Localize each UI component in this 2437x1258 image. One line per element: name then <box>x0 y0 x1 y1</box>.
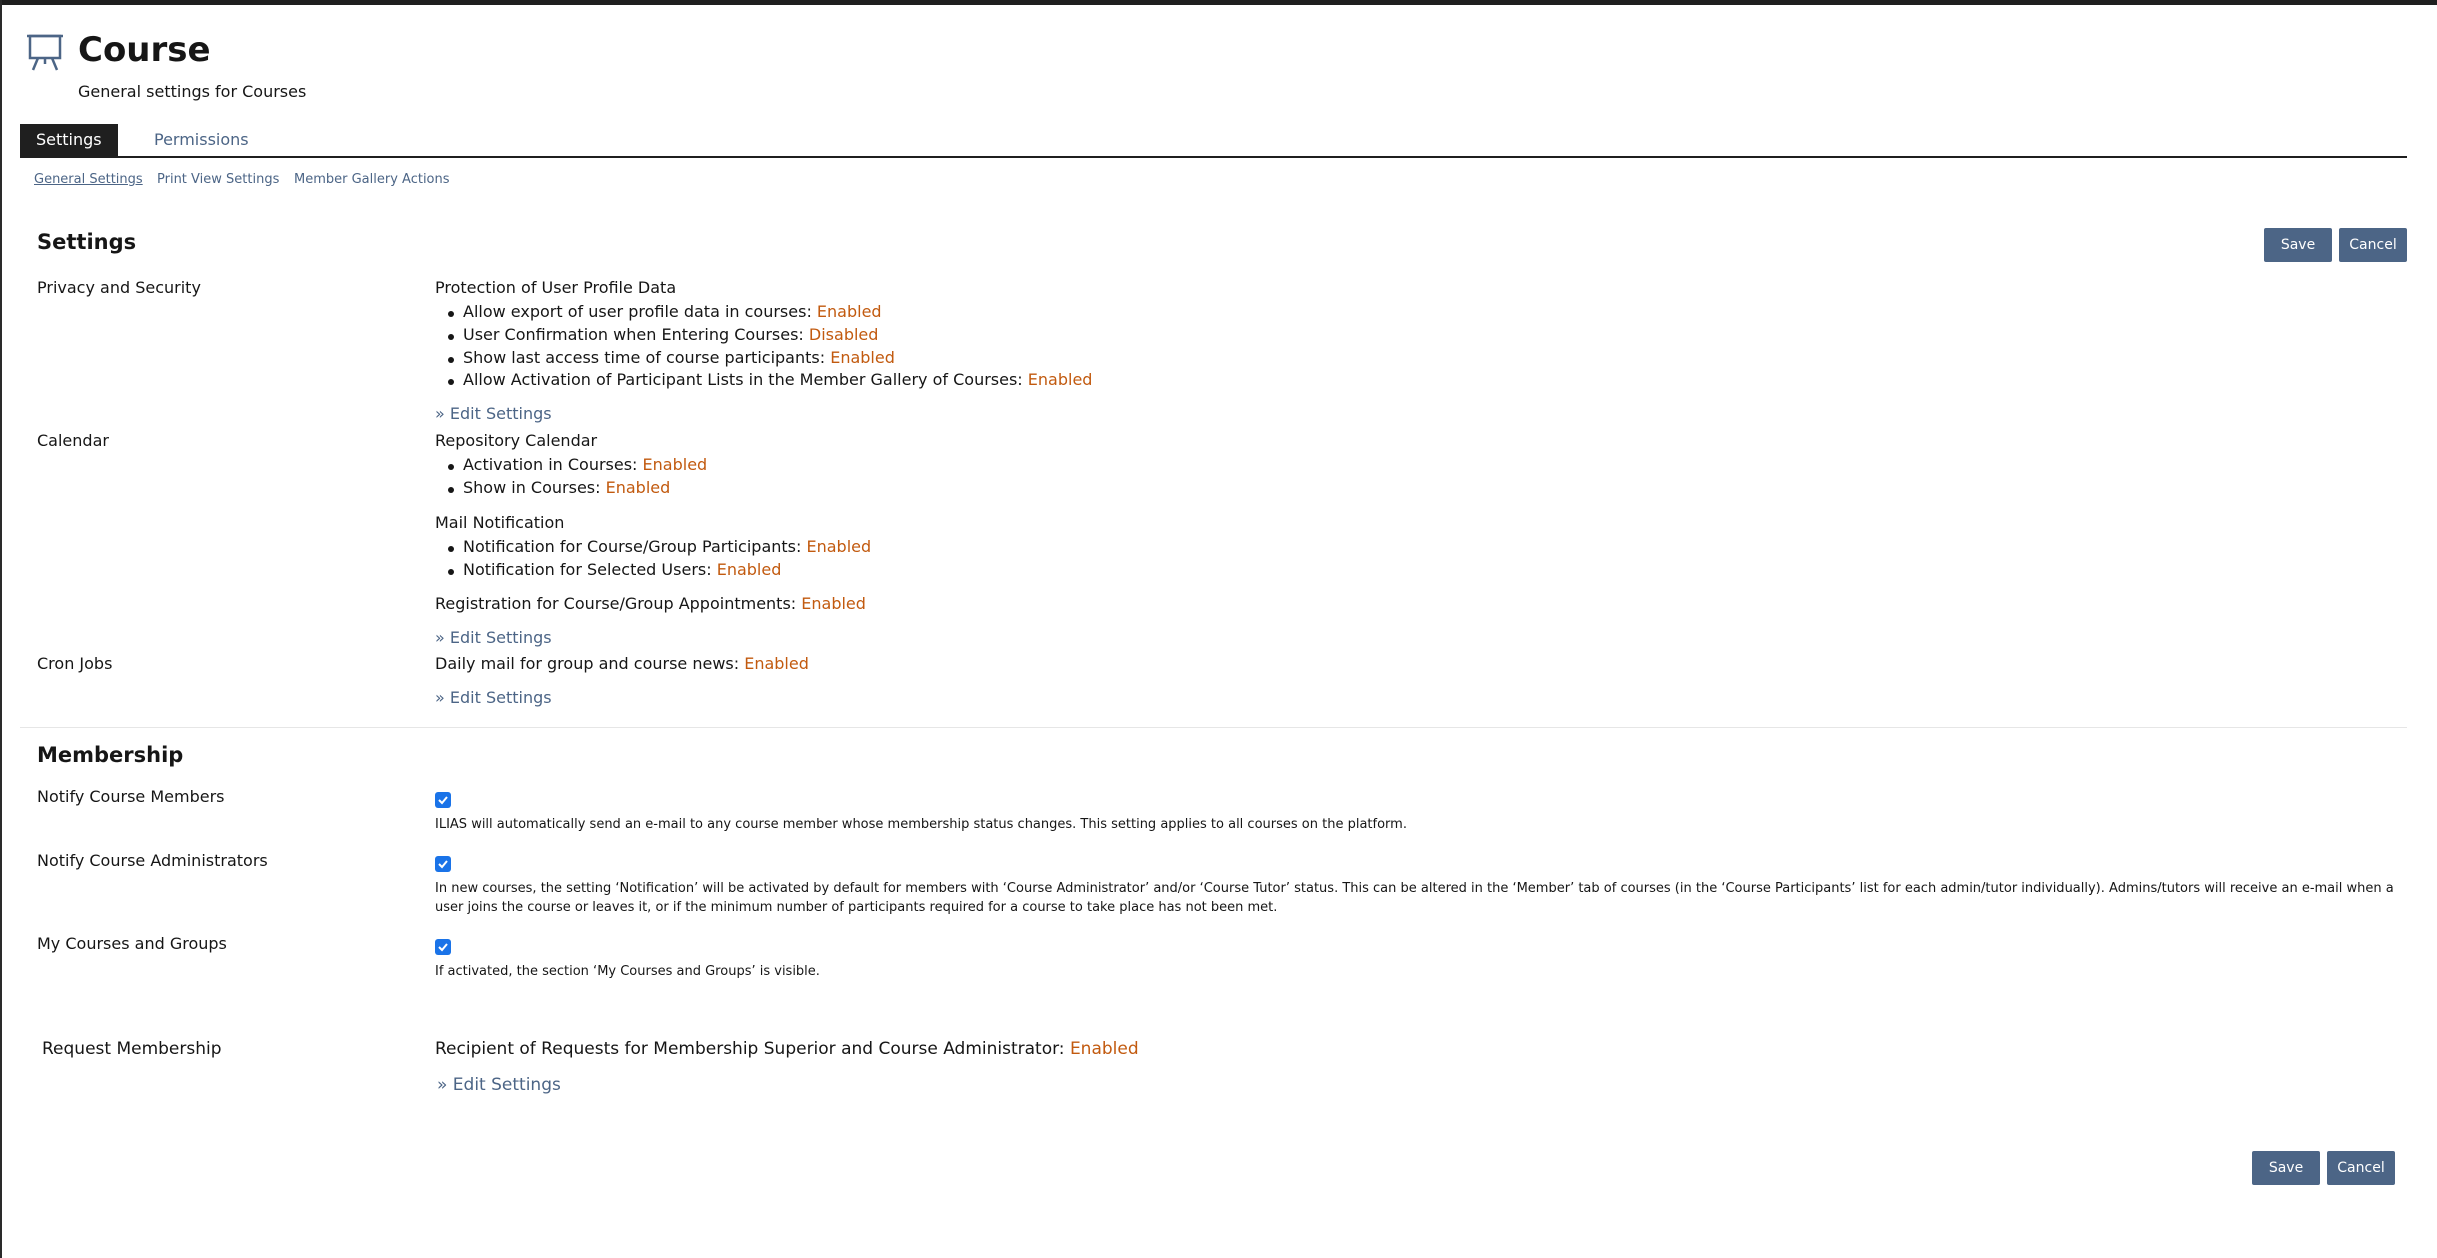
checkmark-icon <box>437 794 449 806</box>
privacy-edit-settings-link[interactable]: » Edit Settings <box>435 404 552 423</box>
mail-notification-heading: Mail Notification <box>435 513 565 532</box>
page-subtitle: General settings for Courses <box>78 82 307 101</box>
status-value: Enabled <box>605 478 671 497</box>
status-value: Enabled <box>1069 1039 1139 1059</box>
cron-edit-settings-link[interactable]: » Edit Settings <box>435 688 552 707</box>
tab-permissions[interactable]: Permissions <box>154 130 249 149</box>
status-value: Enabled <box>806 537 872 556</box>
notify-course-admins-label: Notify Course Administrators <box>37 851 268 870</box>
list-item: Allow export of user profile data in courses: Enabled <box>463 302 882 321</box>
privacy-security-label: Privacy and Security <box>37 278 201 297</box>
list-item: Show last access time of course participants: Enabled <box>463 348 895 367</box>
list-item: Show in Courses: Enabled <box>463 478 671 497</box>
subtab-member-gallery-actions[interactable]: Member Gallery Actions <box>294 172 450 187</box>
save-button-bottom[interactable]: Save <box>2252 1151 2320 1185</box>
subtab-print-view-settings[interactable]: Print View Settings <box>157 172 280 187</box>
membership-section-title: Membership <box>37 743 184 767</box>
tab-settings[interactable]: Settings <box>20 124 118 156</box>
save-button[interactable]: Save <box>2264 228 2332 262</box>
list-item: Activation in Courses: Enabled <box>463 455 708 474</box>
list-item: Notification for Selected Users: Enabled <box>463 560 782 579</box>
repository-calendar-heading: Repository Calendar <box>435 431 598 450</box>
request-membership-label: Request Membership <box>42 1039 222 1059</box>
list-item: Allow Activation of Participant Lists in the Member Gallery of Courses: Enabled <box>463 370 1093 389</box>
notify-course-members-checkbox[interactable] <box>435 792 451 808</box>
cancel-button-bottom[interactable]: Cancel <box>2327 1151 2395 1185</box>
request-membership-recipient: Recipient of Requests for Membership Superior and Course Administrator: Enabled <box>435 1039 1139 1059</box>
registration-appointments: Registration for Course/Group Appointments: Enabled <box>435 594 866 613</box>
privacy-heading: Protection of User Profile Data <box>435 278 677 297</box>
status-value: Enabled <box>816 302 882 321</box>
status-value: Enabled <box>830 348 895 367</box>
status-value: Disabled <box>808 325 879 344</box>
top-bar <box>0 0 2437 5</box>
my-courses-groups-byline: If activated, the section ‘My Courses and Groups’ is visible. <box>435 964 820 979</box>
status-value: Enabled <box>744 654 809 673</box>
cron-daily-mail: Daily mail for group and course news: Enabled <box>435 654 809 673</box>
status-value: Enabled <box>801 594 866 613</box>
list-item: Notification for Course/Group Participants: Enabled <box>463 537 872 556</box>
my-courses-groups-checkbox[interactable] <box>435 939 451 955</box>
my-courses-groups-label: My Courses and Groups <box>37 934 227 953</box>
cron-jobs-label: Cron Jobs <box>37 654 113 673</box>
subtab-general-settings[interactable]: General Settings <box>34 172 143 187</box>
cancel-button[interactable]: Cancel <box>2339 228 2407 262</box>
calendar-label: Calendar <box>37 431 109 450</box>
page-title: Course <box>78 30 211 70</box>
section-divider <box>20 727 2407 728</box>
list-item: User Confirmation when Entering Courses: Disabled <box>463 325 879 344</box>
status-value: Enabled <box>642 455 708 474</box>
status-value: Enabled <box>716 560 782 579</box>
notify-course-members-label: Notify Course Members <box>37 787 225 806</box>
settings-section-title: Settings <box>37 230 137 254</box>
checkmark-icon <box>437 858 449 870</box>
course-board-icon <box>26 33 66 73</box>
notify-course-admins-byline: In new courses, the setting ‘Notification’ will be activated by default for members with ‘Course Administrator’ and/or ‘Course Tutor’ status. This can be altered in the ‘Member’ tab of courses (in the ‘Course Participants’ list for each admin/tutor individually). Admins/tutors will receive an e-mail when a user joins the course or leaves it, or if the minimum number of participants required for a course to take place has not been met. <box>435 881 2394 915</box>
request-edit-settings-link[interactable]: » Edit Settings <box>437 1075 561 1095</box>
status-value: Enabled <box>1027 370 1093 389</box>
notify-course-members-byline: ILIAS will automatically send an e-mail to any course member whose membership status changes. This setting applies to all courses on the platform. <box>435 817 1407 832</box>
calendar-edit-settings-link[interactable]: » Edit Settings <box>435 628 552 647</box>
left-border <box>0 0 2 1258</box>
checkmark-icon <box>437 941 449 953</box>
notify-course-admins-checkbox[interactable] <box>435 856 451 872</box>
tab-bar <box>20 124 2407 158</box>
